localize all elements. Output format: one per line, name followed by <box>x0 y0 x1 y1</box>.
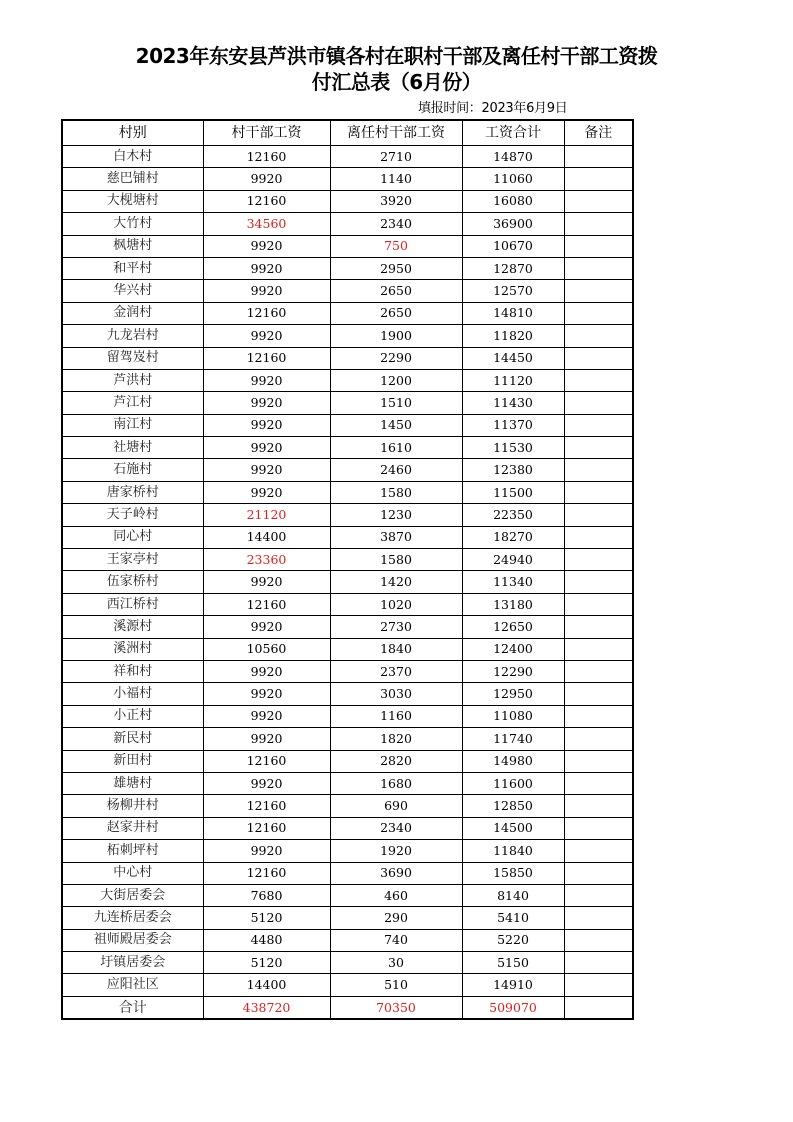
cell-village: 新民村 <box>62 728 203 750</box>
cell-remarks <box>564 817 633 839</box>
header-village: 村别 <box>62 120 203 146</box>
cell-current-salary: 12160 <box>203 817 330 839</box>
cell-remarks <box>564 504 633 526</box>
table-row <box>62 593 633 615</box>
cell-village: 慈巴铺村 <box>62 168 203 190</box>
table-row <box>62 459 633 481</box>
table-row <box>62 840 633 862</box>
cell-total-salary: 12870 <box>462 257 564 279</box>
cell-current-salary: 12160 <box>203 302 330 324</box>
cell-village: 留驾岌村 <box>62 347 203 369</box>
cell-retired-salary: 2460 <box>330 459 462 481</box>
cell-total-salary: 11430 <box>462 392 564 414</box>
cell-retired-salary: 2340 <box>330 213 462 235</box>
cell-village: 金润村 <box>62 302 203 324</box>
cell-retired-salary: 1920 <box>330 840 462 862</box>
cell-total-salary: 14450 <box>462 347 564 369</box>
cell-remarks <box>564 347 633 369</box>
cell-remarks <box>564 772 633 794</box>
cell-remarks <box>564 683 633 705</box>
cell-remarks <box>564 146 633 168</box>
cell-current-salary: 12160 <box>203 750 330 772</box>
cell-remarks <box>564 257 633 279</box>
cell-current-salary: 9920 <box>203 772 330 794</box>
cell-total-salary: 18270 <box>462 526 564 548</box>
cell-village: 新田村 <box>62 750 203 772</box>
cell-retired-salary: 2950 <box>330 257 462 279</box>
cell-retired-salary: 2340 <box>330 817 462 839</box>
cell-current-salary: 5120 <box>203 907 330 929</box>
cell-retired-salary: 3030 <box>330 683 462 705</box>
cell-total-salary: 12290 <box>462 660 564 682</box>
table-row <box>62 728 633 750</box>
cell-current-salary: 21120 <box>203 504 330 526</box>
cell-village: 九龙岩村 <box>62 325 203 347</box>
cell-remarks <box>564 616 633 638</box>
cell-total-salary: 11120 <box>462 369 564 391</box>
cell-retired-salary: 1420 <box>330 571 462 593</box>
cell-total-salary: 14870 <box>462 146 564 168</box>
cell-retired-salary: 1140 <box>330 168 462 190</box>
cell-remarks <box>564 862 633 884</box>
total-current-salary: 438720 <box>203 996 330 1019</box>
cell-current-salary: 4480 <box>203 929 330 951</box>
cell-village: 石施村 <box>62 459 203 481</box>
cell-village: 赵家井村 <box>62 817 203 839</box>
cell-retired-salary: 2290 <box>330 347 462 369</box>
cell-retired-salary: 1020 <box>330 593 462 615</box>
cell-village: 祥和村 <box>62 660 203 682</box>
cell-village: 芦洪村 <box>62 369 203 391</box>
cell-current-salary: 9920 <box>203 705 330 727</box>
cell-total-salary: 5410 <box>462 907 564 929</box>
cell-total-salary: 11080 <box>462 705 564 727</box>
cell-remarks <box>564 369 633 391</box>
header-salary-total: 工资合计 <box>462 120 564 146</box>
table-row <box>62 257 633 279</box>
cell-retired-salary: 1610 <box>330 437 462 459</box>
cell-retired-salary: 1580 <box>330 549 462 571</box>
table-row <box>62 952 633 974</box>
table-row <box>62 638 633 660</box>
cell-remarks <box>564 437 633 459</box>
cell-total-salary: 13180 <box>462 593 564 615</box>
cell-village: 雄塘村 <box>62 772 203 794</box>
cell-village: 圩镇居委会 <box>62 952 203 974</box>
cell-remarks <box>564 840 633 862</box>
cell-village: 溪洲村 <box>62 638 203 660</box>
cell-remarks <box>564 481 633 503</box>
cell-remarks <box>564 974 633 996</box>
document-title-line1: 2023年东安县芦洪市镇各村在职村干部及离任村干部工资拨 <box>135 44 658 68</box>
cell-current-salary: 9920 <box>203 660 330 682</box>
cell-total-salary: 36900 <box>462 213 564 235</box>
table-row <box>62 795 633 817</box>
cell-village: 芦江村 <box>62 392 203 414</box>
cell-retired-salary: 2650 <box>330 280 462 302</box>
cell-remarks <box>564 638 633 660</box>
cell-current-salary: 12160 <box>203 795 330 817</box>
cell-current-salary: 34560 <box>203 213 330 235</box>
cell-current-salary: 9920 <box>203 683 330 705</box>
table-row <box>62 369 633 391</box>
table-row <box>62 392 633 414</box>
cell-retired-salary: 740 <box>330 929 462 951</box>
table-row <box>62 772 633 794</box>
table-row <box>62 705 633 727</box>
cell-retired-salary: 3920 <box>330 190 462 212</box>
table-row <box>62 571 633 593</box>
cell-total-salary: 5220 <box>462 929 564 951</box>
cell-total-salary: 11370 <box>462 414 564 436</box>
cell-remarks <box>564 571 633 593</box>
cell-retired-salary: 290 <box>330 907 462 929</box>
total-row <box>62 996 633 1019</box>
cell-retired-salary: 1450 <box>330 414 462 436</box>
table-row <box>62 526 633 548</box>
table-row <box>62 437 633 459</box>
table-row <box>62 549 633 571</box>
table-row <box>62 168 633 190</box>
cell-current-salary: 14400 <box>203 974 330 996</box>
cell-retired-salary: 1820 <box>330 728 462 750</box>
cell-total-salary: 22350 <box>462 504 564 526</box>
cell-total-salary: 12650 <box>462 616 564 638</box>
table-row <box>62 280 633 302</box>
cell-current-salary: 12160 <box>203 593 330 615</box>
cell-current-salary: 12160 <box>203 190 330 212</box>
cell-remarks <box>564 190 633 212</box>
cell-retired-salary: 2710 <box>330 146 462 168</box>
table-row <box>62 414 633 436</box>
cell-village: 天子岭村 <box>62 504 203 526</box>
cell-village: 和平村 <box>62 257 203 279</box>
total-label: 合计 <box>62 996 203 1019</box>
cell-retired-salary: 2650 <box>330 302 462 324</box>
table-row <box>62 325 633 347</box>
cell-remarks <box>564 526 633 548</box>
cell-total-salary: 11500 <box>462 481 564 503</box>
cell-remarks <box>564 795 633 817</box>
cell-total-salary: 11740 <box>462 728 564 750</box>
cell-village: 小正村 <box>62 705 203 727</box>
cell-current-salary: 14400 <box>203 526 330 548</box>
cell-village: 小福村 <box>62 683 203 705</box>
cell-remarks <box>564 705 633 727</box>
table-row <box>62 974 633 996</box>
cell-village: 社塘村 <box>62 437 203 459</box>
cell-retired-salary: 1510 <box>330 392 462 414</box>
cell-remarks <box>564 459 633 481</box>
cell-current-salary: 9920 <box>203 280 330 302</box>
table-row <box>62 862 633 884</box>
cell-remarks <box>564 593 633 615</box>
cell-total-salary: 10670 <box>462 235 564 257</box>
table-row <box>62 190 633 212</box>
salary-summary-table <box>61 119 634 1020</box>
cell-village: 王家亭村 <box>62 549 203 571</box>
cell-current-salary: 9920 <box>203 571 330 593</box>
cell-retired-salary: 1840 <box>330 638 462 660</box>
cell-village: 大街居委会 <box>62 884 203 906</box>
cell-remarks <box>564 929 633 951</box>
cell-current-salary: 7680 <box>203 884 330 906</box>
table-row <box>62 235 633 257</box>
cell-retired-salary: 1200 <box>330 369 462 391</box>
table-row <box>62 929 633 951</box>
cell-retired-salary: 3690 <box>330 862 462 884</box>
table-row <box>62 884 633 906</box>
cell-current-salary: 9920 <box>203 414 330 436</box>
header-remarks: 备注 <box>564 120 633 146</box>
cell-total-salary: 12950 <box>462 683 564 705</box>
cell-village: 西江桥村 <box>62 593 203 615</box>
cell-current-salary: 23360 <box>203 549 330 571</box>
cell-current-salary: 10560 <box>203 638 330 660</box>
cell-village: 杨柳井村 <box>62 795 203 817</box>
table-row <box>62 302 633 324</box>
total-retired-salary: 70350 <box>330 996 462 1019</box>
cell-remarks <box>564 392 633 414</box>
cell-total-salary: 11340 <box>462 571 564 593</box>
cell-village: 南江村 <box>62 414 203 436</box>
cell-current-salary: 9920 <box>203 481 330 503</box>
cell-total-salary: 11600 <box>462 772 564 794</box>
cell-current-salary: 9920 <box>203 728 330 750</box>
cell-total-salary: 14810 <box>462 302 564 324</box>
cell-current-salary: 12160 <box>203 862 330 884</box>
cell-remarks <box>564 213 633 235</box>
cell-total-salary: 11060 <box>462 168 564 190</box>
table-row <box>62 616 633 638</box>
cell-total-salary: 14910 <box>462 974 564 996</box>
cell-retired-salary: 1580 <box>330 481 462 503</box>
table-row <box>62 146 633 168</box>
cell-village: 枫塘村 <box>62 235 203 257</box>
cell-village: 柘刺坪村 <box>62 840 203 862</box>
cell-total-salary: 5150 <box>462 952 564 974</box>
cell-total-salary: 16080 <box>462 190 564 212</box>
total-total-salary: 509070 <box>462 996 564 1019</box>
cell-total-salary: 12380 <box>462 459 564 481</box>
table-header-row <box>62 120 633 146</box>
cell-current-salary: 9920 <box>203 459 330 481</box>
cell-total-salary: 24940 <box>462 549 564 571</box>
cell-total-salary: 11530 <box>462 437 564 459</box>
table-row <box>62 347 633 369</box>
table-row <box>62 504 633 526</box>
cell-retired-salary: 1230 <box>330 504 462 526</box>
cell-retired-salary: 750 <box>330 235 462 257</box>
cell-retired-salary: 30 <box>330 952 462 974</box>
cell-village: 九连桥居委会 <box>62 907 203 929</box>
cell-retired-salary: 2820 <box>330 750 462 772</box>
cell-retired-salary: 2730 <box>330 616 462 638</box>
table-row <box>62 481 633 503</box>
cell-village: 唐家桥村 <box>62 481 203 503</box>
cell-retired-salary: 1680 <box>330 772 462 794</box>
cell-retired-salary: 2370 <box>330 660 462 682</box>
cell-remarks <box>564 549 633 571</box>
cell-current-salary: 9920 <box>203 325 330 347</box>
cell-current-salary: 9920 <box>203 235 330 257</box>
cell-retired-salary: 510 <box>330 974 462 996</box>
cell-village: 华兴村 <box>62 280 203 302</box>
cell-village: 溪源村 <box>62 616 203 638</box>
cell-remarks <box>564 168 633 190</box>
table-row <box>62 213 633 235</box>
cell-total-salary: 8140 <box>462 884 564 906</box>
cell-current-salary: 5120 <box>203 952 330 974</box>
cell-current-salary: 9920 <box>203 392 330 414</box>
cell-village: 同心村 <box>62 526 203 548</box>
document-title-line2: 付汇总表（6月份） <box>311 70 482 94</box>
cell-total-salary: 12850 <box>462 795 564 817</box>
cell-remarks <box>564 302 633 324</box>
cell-current-salary: 9920 <box>203 616 330 638</box>
header-current-cadre-salary: 村干部工资 <box>203 120 330 146</box>
cell-current-salary: 12160 <box>203 347 330 369</box>
cell-remarks <box>564 884 633 906</box>
cell-retired-salary: 690 <box>330 795 462 817</box>
table-row <box>62 683 633 705</box>
cell-village: 应阳社区 <box>62 974 203 996</box>
cell-current-salary: 12160 <box>203 146 330 168</box>
cell-remarks <box>564 660 633 682</box>
cell-retired-salary: 1160 <box>330 705 462 727</box>
cell-current-salary: 9920 <box>203 840 330 862</box>
cell-total-salary: 14500 <box>462 817 564 839</box>
cell-total-salary: 14980 <box>462 750 564 772</box>
cell-current-salary: 9920 <box>203 437 330 459</box>
cell-retired-salary: 1900 <box>330 325 462 347</box>
cell-village: 伍家桥村 <box>62 571 203 593</box>
cell-retired-salary: 460 <box>330 884 462 906</box>
header-retired-cadre-salary: 离任村干部工资 <box>330 120 462 146</box>
cell-total-salary: 15850 <box>462 862 564 884</box>
cell-current-salary: 9920 <box>203 168 330 190</box>
cell-remarks <box>564 414 633 436</box>
cell-village: 大竹村 <box>62 213 203 235</box>
table-row <box>62 660 633 682</box>
cell-remarks <box>564 280 633 302</box>
cell-total-salary: 12400 <box>462 638 564 660</box>
cell-remarks <box>564 728 633 750</box>
cell-current-salary: 9920 <box>203 257 330 279</box>
cell-current-salary: 9920 <box>203 369 330 391</box>
cell-village: 大枧塘村 <box>62 190 203 212</box>
cell-remarks <box>564 325 633 347</box>
cell-remarks <box>564 952 633 974</box>
cell-retired-salary: 3870 <box>330 526 462 548</box>
cell-total-salary: 12570 <box>462 280 564 302</box>
table-row <box>62 750 633 772</box>
fill-date: 填报时间：2023年6月9日 <box>418 101 568 116</box>
cell-total-salary: 11820 <box>462 325 564 347</box>
table-row <box>62 817 633 839</box>
cell-village: 中心村 <box>62 862 203 884</box>
cell-remarks <box>564 907 633 929</box>
cell-total-salary: 11840 <box>462 840 564 862</box>
total-remarks <box>564 996 633 1019</box>
cell-remarks <box>564 235 633 257</box>
cell-village: 祖师殿居委会 <box>62 929 203 951</box>
cell-remarks <box>564 750 633 772</box>
cell-village: 白木村 <box>62 146 203 168</box>
table-row <box>62 907 633 929</box>
